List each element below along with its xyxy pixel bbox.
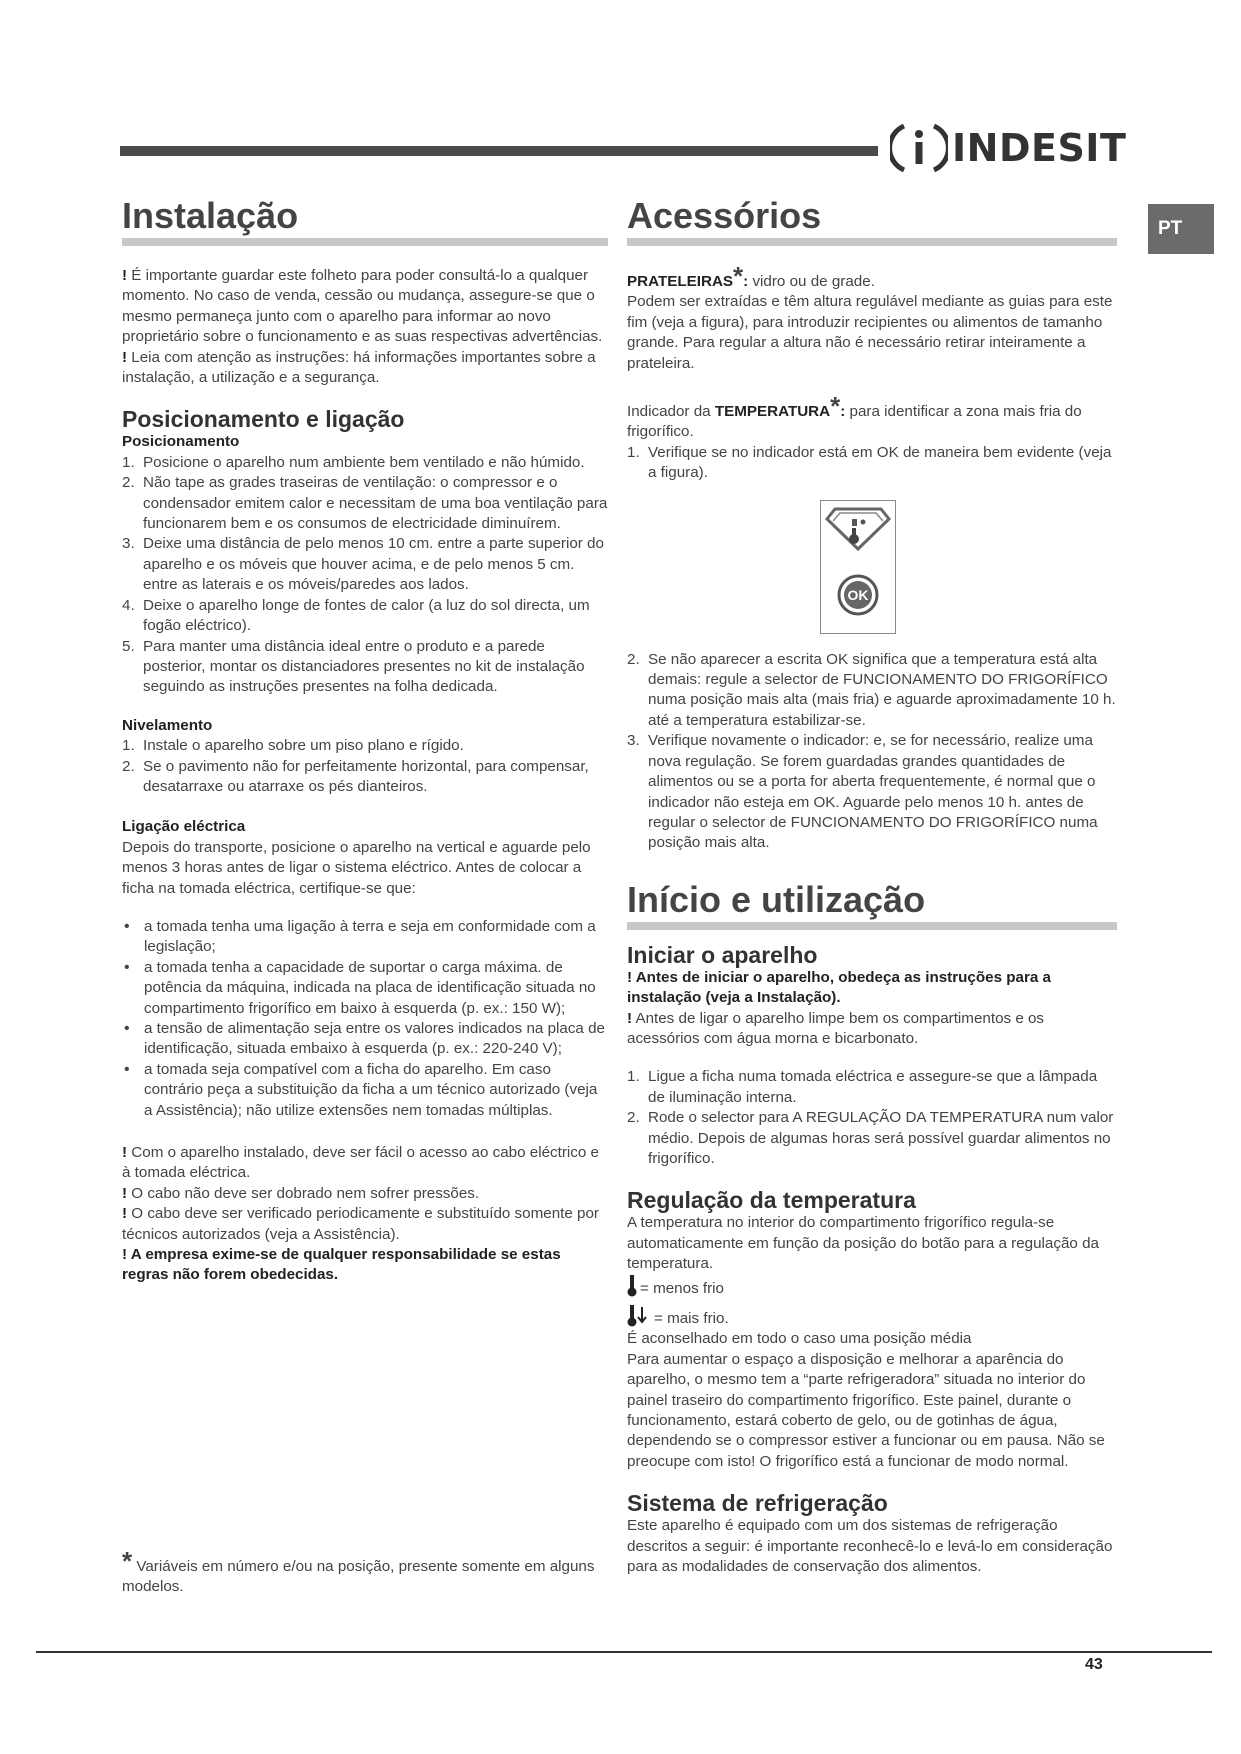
installation-title: Instalação [122, 196, 608, 246]
brand-name: INDESIT [952, 126, 1127, 170]
header-rule [120, 146, 878, 156]
list-item: 2. Se não aparecer a escrita OK significa que a temperatura está alta demais: regule a selector de FUNCIONAMENTO DO FRIGORÍFICO numa posição mais alta (mais fria) e aguarde aproximadamente 10 h. até a temperatura estabilizar-se. [627, 650, 1116, 729]
warning-2: ! O cabo não deve ser dobrado nem sofrer pressões. [122, 1184, 480, 1202]
leveling-subtitle: Nivelamento [122, 716, 213, 734]
list-item: • a tomada seja compatível com a ficha do aparelho. Em caso contrário peça a substituição da ficha a um técnico autorizado (veja a Assistência); não utilize extensões nem tomadas múltiplas. [124, 1060, 598, 1119]
regulation-note: É aconselhado em todo o caso uma posição média [627, 1330, 972, 1348]
page-number: 43 [1085, 1656, 1103, 1673]
cooling-system-title: Sistema de refrigeração [627, 1490, 888, 1517]
brand-logo [890, 120, 1127, 176]
list-item: 1. Verifique se no indicador está em OK de maneira bem evidente (veja a figura). [627, 443, 1112, 482]
list-item: 3. Deixe uma distância de pelo menos 10 cm. entre a parte superior do aparelho e os móveis que houver acima, e de pelo menos 5 cm. entre as laterais e os móveis/paredes aos lados. [122, 535, 604, 594]
regulation-text: A temperatura no interior do compartimento frigorífico regula-se automaticamente em função da posição do botão para a regulação da temperatura. [627, 1214, 1099, 1273]
positioning-subtitle: Posicionamento [122, 433, 240, 451]
language-tab: PT [1148, 204, 1214, 254]
thermometer-down-icon [627, 1305, 651, 1327]
temperature-regulation-title: Regulação da temperatura [627, 1187, 916, 1214]
liability-disclaimer: ! A empresa exime-se de qualquer responsabilidade se estas regras não forem obedecidas. [122, 1246, 561, 1284]
temperature-steps-a [627, 443, 1117, 484]
electrical-warnings [122, 1143, 608, 1286]
thermometer-icon [627, 1275, 637, 1297]
list-item: 1. Ligue a ficha numa tomada eléctrica e assegure-se que a lâmpada de iluminação interna. [627, 1068, 1098, 1106]
installation-intro [122, 266, 608, 388]
regulation-detail: Para aumentar o espaço a disposição e melhorar a aparência do aparelho, o mesmo tem a “parte refrigeradora” situada no interior do painel traseiro do compartimento frigorífico. Este painel, durante o funcionamento, estará coberto de gelo, ou de gotinhas de água, dependendo se o compressor estiver a funcionar ou em pausa. Não se preocupe com isto! O frigorífico está a funcionar de modo normal. [627, 1350, 1105, 1470]
list-item: 2. Não tape as grades traseiras de ventilação: o compressor e o condensador emitem calor e necessitam de uma boa ventilação para funcionarem bem e os consumos de electricidade diminuírem. [122, 474, 608, 533]
list-item: • a tomada tenha uma ligação à terra e seja em conformidade com a legislação; [124, 917, 596, 956]
electrical-checklist [122, 917, 608, 1121]
start-steps [627, 1067, 1117, 1169]
footnote: * Variáveis em número e/ou na posição, presente somente em alguns modelos. [122, 1546, 595, 1596]
right-column [627, 196, 1117, 1577]
positioning-list [122, 453, 608, 698]
temperature-indicator-icon [821, 501, 895, 633]
warning-1: ! Com o aparelho instalado, deve ser fácil o acesso ao cabo eléctrico e à tomada eléctrica. [122, 1144, 599, 1182]
temperature-indicator-heading: Indicador da TEMPERATURA*: para identificar a zona mais fria do frigorífico. [627, 391, 1082, 441]
list-item: 4. Deixe o aparelho longe de fontes de calor (a luz do sol directa, um fogão eléctrico). [122, 596, 590, 635]
intro-para-1: ! É importante guardar este folheto para poder consultá-lo a qualquer momento. No caso de venda, cessão ou mudança, assegure-se que o mesmo permaneça junto com o aparelho para informar ao novo proprietário sobre o funcionamento e as suas respectivas advertências. [122, 267, 603, 346]
start-use-title: Início e utilização [627, 880, 1117, 930]
electrical-intro: Depois do transporte, posicione o aparelho na vertical e aguarde pelo menos 3 horas antes de ligar o sistema eléctrico. Antes de colocar a ficha na tomada eléctrica, certifique-se que: [122, 838, 591, 897]
less-cold-legend: = menos frio [627, 1275, 1117, 1299]
leveling-list [122, 736, 608, 797]
list-item: 5. Para manter uma distância ideal entre o produto e a parede posterior, montar os distanciadores presentes no kit de instalação seguindo as instruções presentes na folha dedicada. [122, 637, 585, 696]
ok-label: OK [847, 586, 869, 603]
list-item: • a tomada tenha a capacidade de suportar o carga máxima. de potência da máquina, indicada na placa de identificação situada no compartimento frigorífico em baixo à esquerda (p. ex.: 150 W); [124, 958, 596, 1017]
start-appliance-title: Iniciar o aparelho [627, 941, 818, 968]
start-clean-note: ! Antes de ligar o aparelho limpe bem os compartimentos e os acessórios com água morna e bicarbonato. [627, 1009, 1045, 1047]
start-warning: ! Antes de iniciar o aparelho, obedeça as instruções para a instalação (veja a Instalação). [627, 968, 1051, 1007]
more-cold-legend: = mais frio. [627, 1305, 1117, 1329]
temperature-indicator-figure [820, 500, 896, 634]
accessories-title: Acessórios [627, 196, 1117, 246]
warning-3: ! O cabo deve ser verificado periodicamente e substituído somente por técnicos autorizados (veja a Assistência). [122, 1205, 599, 1243]
footer-rule [36, 1651, 1212, 1653]
left-column [122, 195, 608, 1596]
indesit-i-icon [890, 120, 948, 176]
list-item: 2. Rode o selector para A REGULAÇÃO DA TEMPERATURA num valor médio. Depois de algumas horas será possível guardar alimentos no frigorífico. [627, 1109, 1114, 1167]
cooling-system-text: Este aparelho é equipado com um dos sistemas de refrigeração descritos a seguir: é importante reconhecê-lo e levá-lo em consideração para as modalidades de conservação dos alimentos. [627, 1517, 1113, 1576]
list-item: 2. Se o pavimento não for perfeitamente horizontal, para compensar, desatarraxe ou atarraxe os pés dianteiros. [122, 757, 589, 795]
shelves-text: Podem ser extraídas e têm altura regulável mediante as guias para este fim (veja a figura), para introduzir recipientes ou alimentos de tamanho grande. Para regular a altura não é necessário retirar inteiramente a prateleira. [627, 293, 1113, 372]
positioning-section-title: Posicionamento e ligação [122, 406, 405, 433]
temperature-steps-b [627, 650, 1117, 854]
electrical-subtitle: Ligação eléctrica [122, 818, 246, 836]
list-item: 3. Verifique novamente o indicador: e, se for necessário, realize uma nova regulação. Se forem guardadas grandes quantidades de alimentos ou se a porta for aberta frequentemente, é normal que o indicador não esteja em OK. Aguarde pelo menos 10 h. antes de regular o selector de FUNCIONAMENTO DO FRIGORÍFICO numa posição mais alta. [627, 732, 1098, 852]
list-item: 1. Posicione o aparelho num ambiente bem ventilado e não húmido. [122, 453, 585, 471]
list-item: • a tensão de alimentação seja entre os valores indicados na placa de identificação, situada embaixo à esquerda (p. ex.: 220-240 V); [124, 1020, 605, 1058]
shelves-heading: PRATELEIRAS*: vidro ou de grade. [627, 261, 875, 291]
intro-para-2: ! Leia com atenção as instruções: há informações importantes sobre a instalação, a utilização e a segurança. [122, 348, 596, 387]
list-item: 1. Instale o aparelho sobre um piso plano e rígido. [122, 737, 464, 755]
